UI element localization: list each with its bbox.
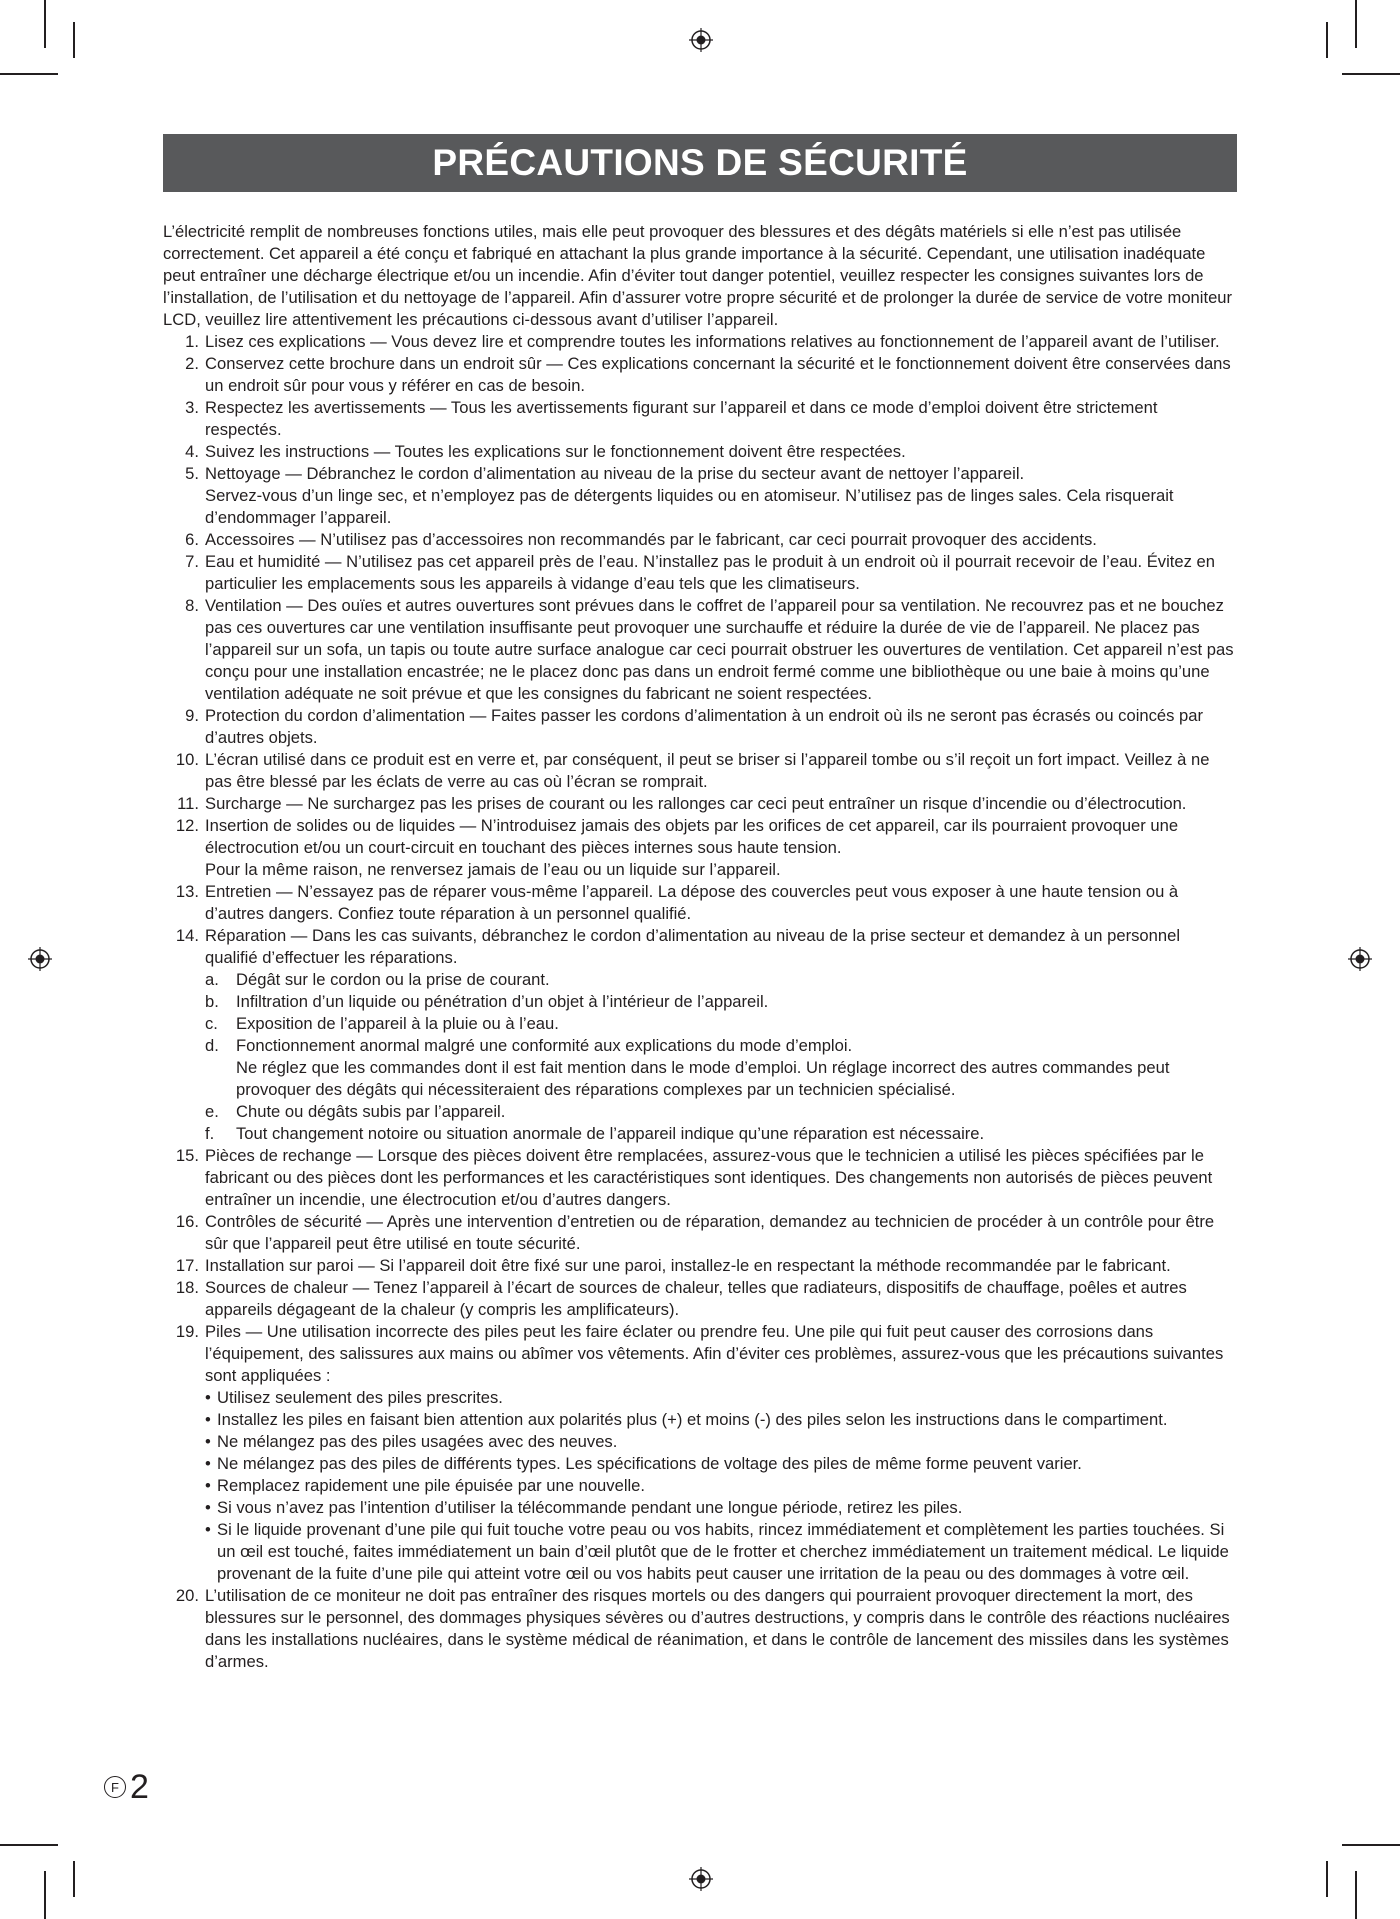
item-number: 18. [175,1278,199,1297]
list-item [163,441,1237,463]
crop-mark [1326,22,1328,58]
safety-content [163,221,1237,1673]
item-text: Nettoyage — Débranchez le cordon d’alimentation au niveau de la prise du secteur avant de nettoyer l’appareil. [205,464,1025,483]
item-number: 12. [175,816,199,835]
crop-mark [44,0,46,48]
bullet-icon: • [205,1520,211,1539]
bullet-item [205,1497,1237,1519]
item-text: Servez-vous d’un linge sec, et n’employez pas de détergents liquides ou en atomiseur. N’utilisez pas de linges sales. Cela risquerait d’endommager l’appareil. [205,486,1174,527]
crop-mark [0,73,58,75]
bullet-text: Ne mélangez pas des piles de différents types. Les spécifications de voltage des piles de même forme peuvent varier. [217,1454,1082,1473]
item-text: Entretien — N’essayez pas de réparer vous-même l’appareil. La dépose des couvercles peut vous exposer à une haute tension ou à d’autres dangers. Confiez toute réparation à un personnel qualifié. [205,882,1179,923]
bullet-item [205,1409,1237,1431]
sub-item-letter: d. [205,1036,219,1055]
intro-paragraph: L’électricité remplit de nombreuses fonctions utiles, mais elle peut provoquer des blessures et des dégâts matériels si elle n’est pas utilisée correctement. Cet appareil a été conçu et fabriqué en attachant la plus grande importance à la sécurité. Cependant, une utilisation inadéquate peut entraîner une décharge électrique et/ou un incendie. Afin d’éviter tout danger potentiel, veuillez respecter les consignes suivantes lors de l’installation, de l’utilisation et du nettoyage de l’appareil. Afin d’assurer votre propre sécurité et de prolonger la durée de service de votre moniteur LCD, veuillez lire attentivement les précautions ci-dessous avant d’utiliser l’appareil. [163,222,1233,329]
list-item [163,353,1237,397]
list-item [163,1321,1237,1585]
list-item [163,925,1237,1145]
crop-mark [73,1861,75,1897]
item-text: Pour la même raison, ne renversez jamais de l’eau ou un liquide sur l’appareil. [205,860,781,879]
item-number: 19. [175,1322,199,1341]
registration-mark-icon [27,946,53,972]
list-item [163,1211,1237,1255]
list-item [163,397,1237,441]
bullet-icon: • [205,1410,211,1429]
sub-item [205,1035,1237,1101]
page-footer [104,1770,149,1804]
page-title: PRÉCAUTIONS DE SÉCURITÉ [432,142,968,183]
title-banner [163,134,1237,192]
crop-mark [1355,0,1357,48]
item-text: Contrôles de sécurité — Après une intervention d’entretien ou de réparation, demandez au technicien de procéder à un contrôle pour être sûr que l’appareil peut être utilisé en toute sécurité. [205,1212,1215,1253]
sub-item-text: Fonctionnement anormal malgré une conformité aux explications du mode d’emploi. [236,1036,853,1055]
registration-mark-icon [688,27,714,53]
item-number: 11. [177,794,199,813]
item-text: Réparation — Dans les cas suivants, débranchez le cordon d’alimentation au niveau de la prise secteur et demandez à un personnel qualifié d’effectuer les réparations. [205,926,1181,967]
list-item [163,1145,1237,1211]
sub-item-text: Exposition de l’appareil à la pluie ou à l’eau. [236,1014,559,1033]
crop-mark [1355,1871,1357,1919]
sub-item-letter: e. [205,1102,219,1121]
bullet-item [205,1475,1237,1497]
list-item [163,551,1237,595]
language-mark: F [104,1776,126,1798]
item-text: Piles — Une utilisation incorrecte des piles peut les faire éclater ou prendre feu. Une pile qui fuit peut causer des corrosions dans l’équipement, des salissures aux mains ou abîmer vos vêtements. Afin d’éviter ces problèmes, assurez-vous que les précautions suivantes sont appliquées : [205,1322,1224,1385]
item-text: Sources de chaleur — Tenez l’appareil à l’écart de sources de chaleur, telles que radiateurs, dispositifs de chauffage, poêles et autres appareils dégageant de la chaleur (y compris les amplificateurs). [205,1278,1187,1319]
crop-mark [1342,1844,1400,1846]
precautions-list [163,331,1237,1673]
item-number: 1. [185,332,199,351]
item-number: 10. [175,750,199,769]
item-text: Lisez ces explications — Vous devez lire et comprendre toutes les informations relatives au fonctionnement de l’appareil avant de l’utiliser. [205,332,1220,351]
item-number: 5. [185,464,199,483]
list-item [163,1585,1237,1673]
bullet-icon: • [205,1476,211,1495]
registration-mark-icon [1347,946,1373,972]
item-text: Eau et humidité — N’utilisez pas cet appareil près de l’eau. N’installez pas le produit à un endroit où il pourrait recevoir de l’eau. Évitez en particulier les emplacements sous les appareils à vidange d’eau tels que les climatiseurs. [205,552,1215,593]
bullet-icon: • [205,1498,211,1517]
item-text: L’écran utilisé dans ce produit est en verre et, par conséquent, il peut se briser si l’appareil tombe ou s’il reçoit un fort impact. Veillez à ne pas être blessé par les éclats de verre au cas où l’écran se romprait. [205,750,1210,791]
list-item [163,1255,1237,1277]
item-number: 7. [185,552,199,571]
sub-item-text: Infiltration d’un liquide ou pénétration d’un objet à l’intérieur de l’appareil. [236,992,769,1011]
crop-mark [73,22,75,58]
bullet-item [205,1519,1237,1585]
sub-item-text: Dégât sur le cordon ou la prise de courant. [236,970,550,989]
bullet-item [205,1431,1237,1453]
sub-item-text: Tout changement notoire ou situation anormale de l’appareil indique qu’une réparation est nécessaire. [236,1124,985,1143]
list-item [163,749,1237,793]
item-text: Surcharge — Ne surchargez pas les prises de courant ou les rallonges car ceci peut entraîner un risque d’incendie ou d’électrocution. [205,794,1187,813]
sub-item-letter: c. [205,1014,218,1033]
sub-item [205,1101,1237,1123]
sub-item [205,991,1237,1013]
bullet-item [205,1387,1237,1409]
item-number: 4. [185,442,199,461]
sub-item [205,1013,1237,1035]
bullet-text: Si le liquide provenant d’une pile qui fuit touche votre peau ou vos habits, rincez immédiatement et complètement les parties touchées. Si un œil est touché, faites immédiatement un bain d’œil plutôt que de le frotter et cherchez immédiatement un traitement médical. Le liquide provenant de la fuite d’une pile qui atteint votre œil ou vos habits peut causer une irritation de la peau ou des dommages à votre œil. [217,1520,1229,1583]
item-text: Suivez les instructions — Toutes les explications sur le fonctionnement doivent être respectées. [205,442,906,461]
item-number: 15. [175,1146,199,1165]
list-item [163,463,1237,529]
item-text: Installation sur paroi — Si l’appareil doit être fixé sur une paroi, installez-le en respectant la méthode recommandée par le fabricant. [205,1256,1171,1275]
item-number: 9. [185,706,199,725]
sub-item-text: Chute ou dégâts subis par l’appareil. [236,1102,506,1121]
bullet-icon: • [205,1432,211,1451]
item-text: Protection du cordon d’alimentation — Faites passer les cordons d’alimentation à un endroit où ils ne seront pas écrasés ou coincés par d’autres objets. [205,706,1204,747]
bullet-text: Utilisez seulement des piles prescrites. [217,1388,503,1407]
sub-item-letter: f. [205,1124,215,1143]
sub-item [205,1123,1237,1145]
item-text: Ventilation — Des ouïes et autres ouvertures sont prévues dans le coffret de l’appareil pour sa ventilation. Ne recouvrez pas et ne bouchez pas ces ouvertures car une ventilation insuffisante peut provoquer une surchauffe et réduire la durée de vie de l’appareil. Ne placez pas l’appareil sur un sofa, un tapis ou toute autre surface analogue car ceci pourrait obstruer les ouvertures de ventilation. Cet appareil n’est pas conçu pour une installation encastrée; ne le placez donc pas dans un endroit fermé comme une bibliothèque ou une baie à moins qu’une ventilation adéquate ne soit prévue et que les consignes du fabricant ne soient respectées. [205,596,1234,703]
item-number: 16. [175,1212,199,1231]
item-number: 3. [185,398,199,417]
item-number: 17. [175,1256,199,1275]
item-number: 8. [185,596,199,615]
sub-item-letter: b. [205,992,219,1011]
sub-item [205,969,1237,991]
item-text: Conservez cette brochure dans un endroit sûr — Ces explications concernant la sécurité et le fonctionnement doivent être conservées dans un endroit sûr pour vous y référer en cas de besoin. [205,354,1231,395]
item-number: 2. [185,354,199,373]
item-text: Respectez les avertissements — Tous les avertissements figurant sur l’appareil et dans ce mode d’emploi doivent être strictement respectés. [205,398,1158,439]
bullet-text: Remplacez rapidement une pile épuisée par une nouvelle. [217,1476,646,1495]
item-text: Insertion de solides ou de liquides — N’introduisez jamais des objets par les orifices de cet appareil, car ils pourraient provoquer une électrocution et/ou un court-circuit en touchant des pièces internes sous haute tension. [205,816,1179,857]
list-item [163,815,1237,881]
list-item [163,595,1237,705]
sub-item-note: Ne réglez que les commandes dont il est fait mention dans le mode d’emploi. Un réglage incorrect des autres commandes peut provoquer des dégâts qui nécessiteraient des réparations complexes par un technicien spécialisé. [236,1058,1170,1099]
sub-item-letter: a. [205,970,219,989]
item-text: Accessoires — N’utilisez pas d’accessoires non recommandés par le fabricant, car ceci pourrait provoquer des accidents. [205,530,1097,549]
bullet-icon: • [205,1454,211,1473]
list-item [163,1277,1237,1321]
list-item [163,881,1237,925]
crop-mark [1326,1861,1328,1897]
list-item [163,705,1237,749]
item-number: 13. [175,882,199,901]
crop-mark [44,1871,46,1919]
bullet-item [205,1453,1237,1475]
item-number: 6. [185,530,199,549]
item-text: Pièces de rechange — Lorsque des pièces doivent être remplacées, assurez-vous que le technicien a utilisé les pièces spécifiées par le fabricant ou des pièces dont les performances et les caractéristiques sont identiques. Des changements non autorisés de pièces peuvent entraîner un incendie, une électrocution et/ou d’autres dangers. [205,1146,1213,1209]
bullet-text: Installez les piles en faisant bien attention aux polarités plus (+) et moins (-) des piles selon les instructions dans le compartiment. [217,1410,1168,1429]
item-number: 20. [175,1586,199,1605]
bullet-text: Ne mélangez pas des piles usagées avec des neuves. [217,1432,618,1451]
crop-mark [0,1844,58,1846]
item-number: 14. [175,926,199,945]
registration-mark-icon [688,1866,714,1892]
bullet-text: Si vous n’avez pas l’intention d’utiliser la télécommande pendant une longue période, retirez les piles. [217,1498,963,1517]
crop-mark [1342,73,1400,75]
page-number: 2 [130,1768,149,1806]
item-text: L’utilisation de ce moniteur ne doit pas entraîner des risques mortels ou des dangers qui pourraient provoquer directement la mort, des blessures sur le personnel, des dommages physiques sévères ou d’autres destructions, y compris dans le contrôle des réactions nucléaires dans les installations nucléaires, dans le système médical de réanimation, et dans le contrôle de lancement des missiles dans les systèmes d’armes. [205,1586,1230,1671]
bullet-icon: • [205,1388,211,1407]
list-item [163,331,1237,353]
list-item [163,793,1237,815]
list-item [163,529,1237,551]
